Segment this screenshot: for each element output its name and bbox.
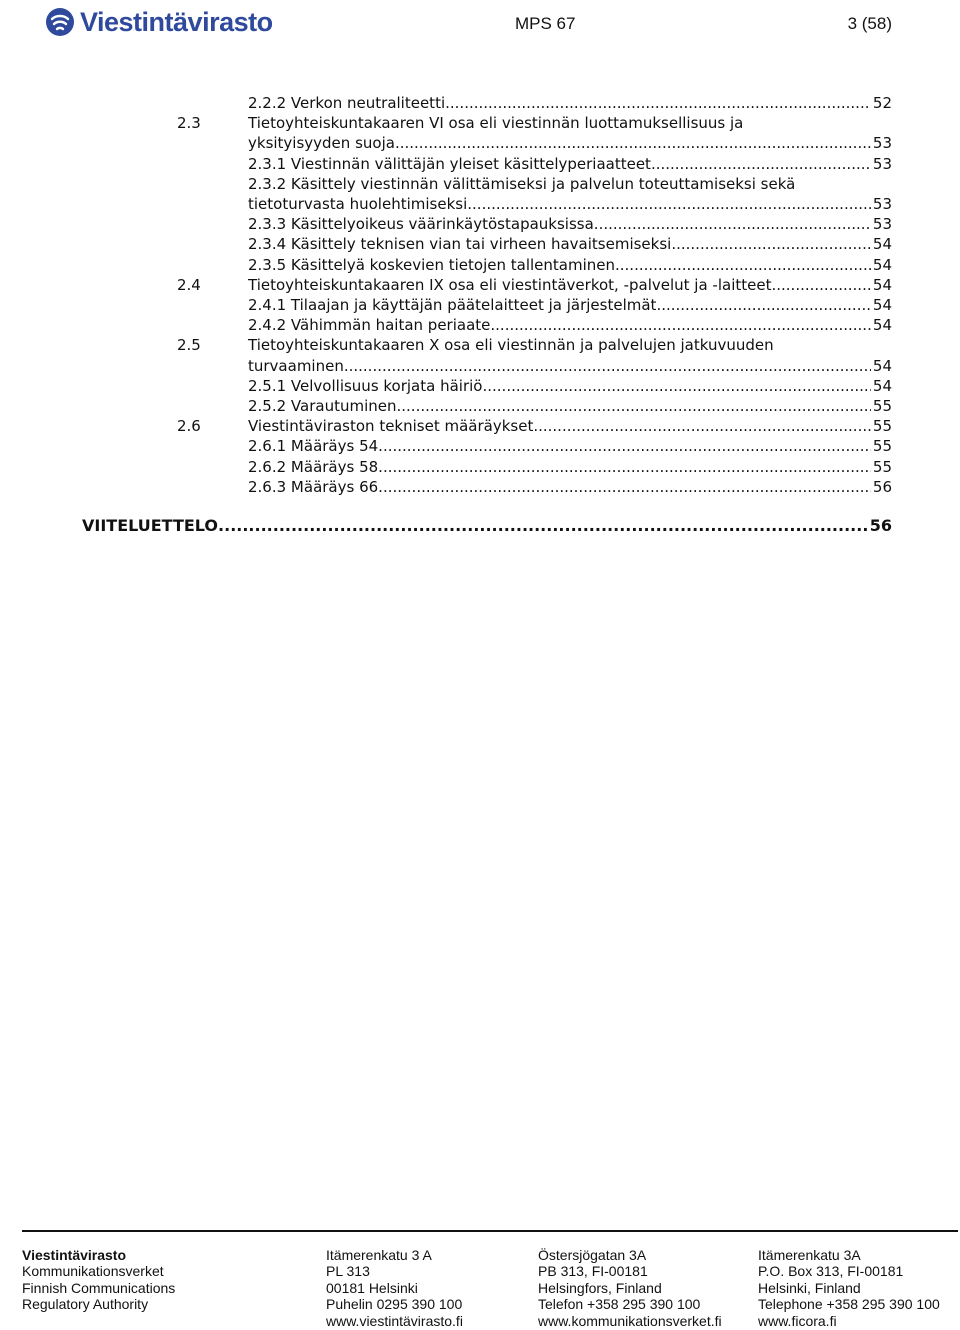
toc-entry-title: 2.3.2 Käsittely viestinnän välittämiseksi ja palvelun toteuttamiseksi sekä	[248, 174, 796, 193]
toc-entry-line	[248, 295, 892, 315]
toc-leader-dots	[378, 477, 871, 497]
toc-entry[interactable]	[0, 376, 960, 396]
toc-leader-dots	[771, 275, 870, 295]
toc-entry-page: 54	[872, 316, 892, 335]
footer-line[interactable]: www.ficora.fi	[758, 1312, 837, 1329]
toc-entry-page: 54	[872, 235, 892, 254]
toc-leader-dots	[594, 214, 871, 234]
toc-entry-line	[248, 457, 892, 477]
toc-leader-dots	[467, 194, 871, 214]
toc-entry-page: 53	[872, 134, 892, 153]
toc-entry[interactable]	[0, 356, 960, 376]
page-header	[0, 0, 960, 50]
footer-line: Telefon +358 295 390 100	[538, 1296, 701, 1313]
toc-leader-dots	[533, 416, 871, 436]
toc-section-number: 2.5	[177, 336, 201, 355]
toc-entry-title: Tietoyhteiskuntakaaren X osa eli viestinnän ja palvelujen jatkuvuuden	[248, 336, 774, 355]
toc-leader-dots	[482, 376, 870, 396]
toc-entry-page: 53	[872, 215, 892, 234]
toc-entry-line	[248, 234, 892, 254]
toc-entry-page: 55	[872, 417, 892, 436]
footer-line: Östersjögatan 3A	[538, 1247, 647, 1263]
toc-section-number: 2.6	[177, 417, 201, 436]
toc-entry-page: 54	[872, 376, 892, 395]
footer-line: Regulatory Authority	[22, 1296, 149, 1313]
toc-entry[interactable]	[0, 416, 960, 436]
toc-leader-dots	[218, 516, 870, 535]
toc-entry[interactable]	[0, 234, 960, 254]
toc-entry-page: 54	[872, 255, 892, 274]
footer-line[interactable]: www.viestintävirasto.fi	[326, 1312, 463, 1329]
toc-entry-title: Viestintäviraston tekniset määräykset	[248, 417, 534, 436]
logo-text: Viestintävirasto	[80, 6, 273, 37]
logo	[45, 4, 273, 40]
toc-entry-bibliography[interactable]	[82, 516, 892, 538]
footer-line: Puhelin 0295 390 100	[326, 1296, 463, 1313]
toc-entry[interactable]	[0, 113, 960, 133]
toc-entry[interactable]	[0, 214, 960, 234]
toc-entry-line	[248, 255, 892, 275]
page-number: 3 (58)	[847, 14, 892, 33]
document-id: MPS 67	[515, 14, 576, 33]
toc-leader-dots	[651, 154, 871, 174]
toc-entry-page: 56	[869, 516, 892, 535]
toc-leader-dots	[378, 457, 871, 477]
toc-entry-line	[248, 275, 892, 295]
toc-entry[interactable]	[0, 295, 960, 315]
toc-entry[interactable]	[0, 93, 960, 113]
toc-leader-dots	[397, 396, 871, 416]
toc-entry-title: 2.3.3 Käsittelyoikeus väärinkäytöstapauksissa	[248, 215, 594, 234]
toc-entry-line	[248, 315, 892, 335]
toc-entry-title: 2.6.1 Määräys 54	[248, 437, 379, 456]
toc-leader-dots	[378, 436, 871, 456]
footer-line: Helsinki, Finland	[758, 1279, 861, 1296]
toc-entry-title: 2.2.2 Verkon neutraliteetti	[248, 94, 446, 112]
footer-line: Itämerenkatu 3 A	[326, 1247, 432, 1263]
toc-entry-line	[248, 356, 892, 376]
toc-entry-title: yksityisyyden suoja	[248, 134, 395, 153]
toc-entry[interactable]	[0, 133, 960, 153]
toc-entry-title: Tietoyhteiskuntakaaren IX osa eli viestintäverkot, -palvelut ja -laitteet	[248, 275, 772, 294]
toc-entry-title: 2.4.2 Vähimmän haitan periaate	[248, 316, 491, 335]
toc-leader-dots	[395, 133, 871, 153]
toc-entry-title: 2.6.3 Määräys 66	[248, 477, 379, 496]
toc-entry-title: 2.4.1 Tilaajan ja käyttäjän päätelaitteet ja järjestelmät	[248, 296, 657, 314]
toc-entry-line	[248, 93, 892, 113]
toc-section-number: 2.3	[177, 114, 201, 133]
toc-entry[interactable]	[0, 477, 960, 497]
toc-entry-line	[248, 376, 892, 396]
toc-entry-line	[248, 396, 892, 416]
toc-entry-page: 55	[872, 437, 892, 456]
toc-entry-title: 2.3.5 Käsittelyä koskevien tietojen tallentaminen	[248, 255, 615, 274]
toc-entry-page: 54	[872, 296, 892, 314]
footer-line: 00181 Helsinki	[326, 1279, 418, 1296]
toc-leader-dots	[344, 356, 871, 376]
footer-column-finnish-address	[326, 1247, 463, 1329]
footer-divider	[22, 1230, 958, 1232]
footer-line: Finnish Communications	[22, 1279, 176, 1296]
toc-entry[interactable]	[0, 396, 960, 416]
ficora-logo-icon	[45, 7, 75, 37]
toc-entry-title: 2.5.1 Velvollisuus korjata häiriö	[248, 376, 483, 395]
toc-entry[interactable]	[0, 154, 960, 174]
footer-line: Telephone +358 295 390 100	[758, 1296, 940, 1313]
toc-entry[interactable]	[0, 436, 960, 456]
toc-entry[interactable]	[0, 275, 960, 295]
toc-entry-line	[248, 416, 892, 436]
toc-entry-title: Tietoyhteiskuntakaaren VI osa eli viestinnän luottamuksellisuus ja	[248, 114, 744, 133]
toc-entry-line	[248, 214, 892, 234]
footer-line: PB 313, FI-00181	[538, 1263, 648, 1280]
footer-column-swedish-address	[538, 1247, 722, 1329]
toc-entry-line	[248, 154, 892, 174]
toc-entry[interactable]	[0, 255, 960, 275]
toc-entry-page: 55	[872, 457, 892, 476]
toc-entry-page: 54	[872, 275, 892, 294]
toc-entry-page: 55	[872, 397, 892, 415]
toc-entry-title: turvaaminen	[248, 356, 344, 375]
toc-entry-page: 53	[872, 195, 892, 213]
toc-entry[interactable]	[0, 315, 960, 335]
footer-line: P.O. Box 313, FI-00181	[758, 1263, 904, 1280]
toc-entry-line	[248, 194, 892, 214]
toc-leader-dots	[490, 315, 871, 335]
toc-entry-title: 2.6.2 Määräys 58	[248, 457, 379, 476]
toc-leader-dots	[615, 255, 871, 275]
footer-line: Viestintävirasto	[22, 1247, 127, 1263]
toc-entry-line	[248, 477, 892, 497]
toc-entry-page: 56	[872, 477, 892, 496]
footer-line: Helsingfors, Finland	[538, 1279, 662, 1296]
toc-entry-title: VIITELUETTELO	[82, 516, 219, 535]
footer-line: PL 313	[326, 1263, 370, 1280]
toc-entry-line	[248, 436, 892, 456]
toc-entry-page: 54	[872, 356, 892, 375]
footer-line: Itämerenkatu 3A	[758, 1247, 861, 1263]
footer-line: Kommunikationsverket	[22, 1263, 164, 1280]
footer-column-agency	[22, 1247, 175, 1313]
toc-entry-title: 2.3.1 Viestinnän välittäjän yleiset käsittelyperiaatteet	[248, 154, 651, 173]
toc-leader-dots	[445, 93, 871, 113]
toc-entry-title: 2.5.2 Varautuminen	[248, 397, 397, 415]
toc-entry-line	[248, 133, 892, 153]
toc-entry[interactable]	[0, 457, 960, 477]
toc-entry[interactable]	[0, 174, 960, 194]
toc-entry-page: 53	[872, 154, 892, 173]
footer-column-english-address	[758, 1247, 940, 1329]
footer-line[interactable]: www.kommunikationsverket.fi	[538, 1312, 722, 1329]
toc-entry-title: tietoturvasta huolehtimiseksi	[248, 195, 468, 213]
toc-section-number: 2.4	[177, 275, 201, 294]
toc-entry[interactable]	[0, 194, 960, 214]
toc-entry-page: 52	[872, 94, 892, 112]
toc-entry-title: 2.3.4 Käsittely teknisen vian tai virheen havaitsemiseksi	[248, 235, 672, 254]
toc-leader-dots	[656, 295, 870, 315]
toc-entry[interactable]	[0, 335, 960, 355]
toc-leader-dots	[671, 234, 871, 254]
